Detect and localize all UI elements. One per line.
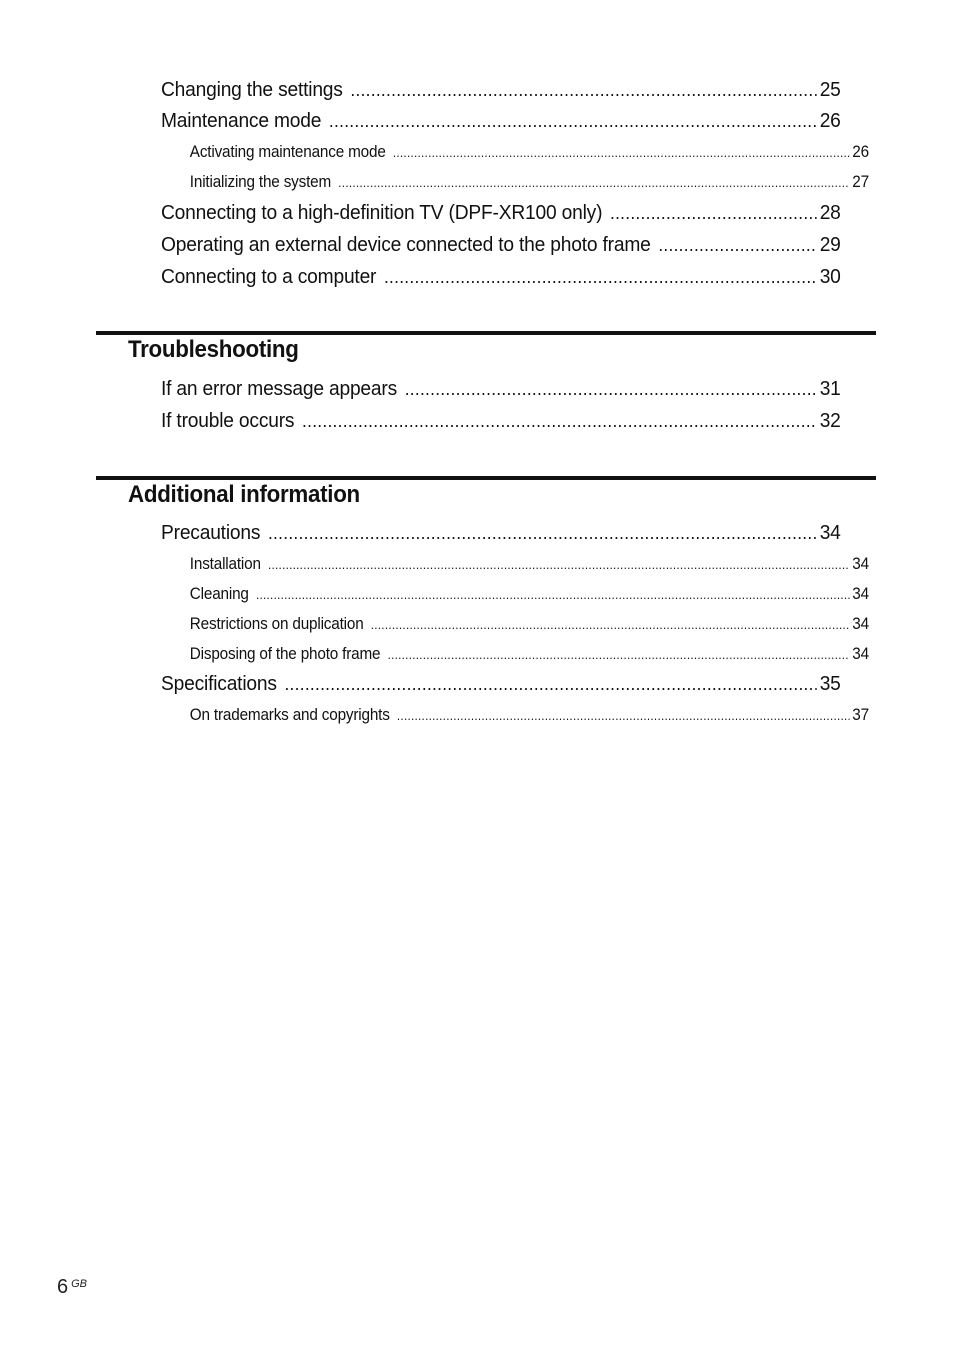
toc-entry[interactable]: [161, 518, 841, 549]
toc-entry-title: Operating an external device connected to the photo frame: [161, 234, 651, 256]
toc-page-number: 37: [852, 705, 869, 724]
toc-subentry[interactable]: [161, 639, 869, 669]
dot-leader: [268, 518, 817, 549]
toc-page-number: 34: [819, 522, 841, 544]
toc-page-number: 27: [852, 172, 869, 191]
dot-leader: [393, 137, 850, 168]
toc-entry-title: Cleaning: [189, 584, 249, 603]
toc-page-number: 31: [819, 378, 841, 400]
toc-entry-title: Connecting to a computer: [161, 266, 377, 288]
section-heading-additional-information: Additional information: [128, 481, 360, 508]
toc-subentry[interactable]: [161, 700, 869, 730]
toc-list-continued: [161, 75, 869, 293]
toc-entry-title: Restrictions on duplication: [189, 614, 364, 633]
section-rule: [96, 476, 876, 480]
toc-page-number: 34: [852, 584, 869, 603]
toc-page-number: 35: [819, 673, 841, 695]
toc-entry-title: Precautions: [161, 522, 261, 544]
toc-page-number: 34: [852, 614, 869, 633]
toc-subentry[interactable]: [161, 609, 869, 639]
dot-leader: [284, 669, 816, 700]
toc-entry-title: If trouble occurs: [161, 410, 295, 432]
section-heading-troubleshooting: Troubleshooting: [128, 336, 299, 363]
dot-leader: [610, 198, 817, 229]
toc-page-number: 34: [852, 644, 869, 663]
toc-entry-title: Specifications: [161, 673, 277, 695]
toc-page-number: 25: [819, 79, 841, 101]
dot-leader: [371, 609, 850, 640]
toc-subentry[interactable]: [161, 579, 869, 609]
footer-region-code: GB: [71, 1278, 88, 1290]
toc-entry[interactable]: [161, 75, 841, 106]
toc-list-troubleshooting: [161, 374, 869, 437]
toc-page-number: 34: [852, 554, 869, 573]
toc-entry-title: Changing the settings: [161, 79, 343, 101]
toc-entry-title: Activating maintenance mode: [189, 142, 386, 161]
dot-leader: [384, 262, 817, 293]
dot-leader: [405, 374, 817, 405]
toc-entry-title: Disposing of the photo frame: [189, 644, 381, 663]
toc-subentry[interactable]: [161, 167, 869, 197]
dot-leader: [268, 549, 850, 580]
footer-page-number: 6: [57, 1276, 69, 1298]
toc-entry-title: If an error message appears: [161, 378, 398, 400]
toc-entry[interactable]: [161, 198, 841, 229]
dot-leader: [397, 700, 850, 731]
dot-leader: [658, 230, 816, 261]
toc-entry[interactable]: [161, 262, 841, 293]
dot-leader: [302, 406, 817, 437]
toc-page-number: 32: [819, 410, 841, 432]
toc-entry[interactable]: [161, 230, 841, 261]
toc-entry-title: Installation: [189, 554, 261, 573]
toc-page-number: 30: [819, 266, 841, 288]
toc-list-additional-information: [161, 518, 869, 730]
toc-entry[interactable]: [161, 374, 841, 405]
toc-page-number: 26: [819, 110, 841, 132]
toc-page-number: 28: [819, 202, 841, 224]
toc-page-number: 29: [819, 234, 841, 256]
dot-leader: [388, 639, 850, 670]
toc-entry-title: Maintenance mode: [161, 110, 322, 132]
dot-leader: [350, 75, 816, 106]
toc-entry-title: Connecting to a high-definition TV (DPF-XR100 only): [161, 202, 603, 224]
dot-leader: [338, 167, 849, 198]
toc-entry[interactable]: [161, 106, 841, 137]
page-footer: [57, 1276, 87, 1299]
toc-entry[interactable]: [161, 406, 841, 437]
dot-leader: [256, 579, 850, 610]
dot-leader: [329, 106, 817, 137]
toc-page-number: 26: [852, 142, 869, 161]
toc-subentry[interactable]: [161, 549, 869, 579]
toc-entry[interactable]: [161, 669, 841, 700]
toc-subentry[interactable]: [161, 137, 869, 167]
section-rule: [96, 331, 876, 335]
toc-entry-title: On trademarks and copyrights: [189, 705, 390, 724]
toc-entry-title: Initializing the system: [189, 172, 332, 191]
